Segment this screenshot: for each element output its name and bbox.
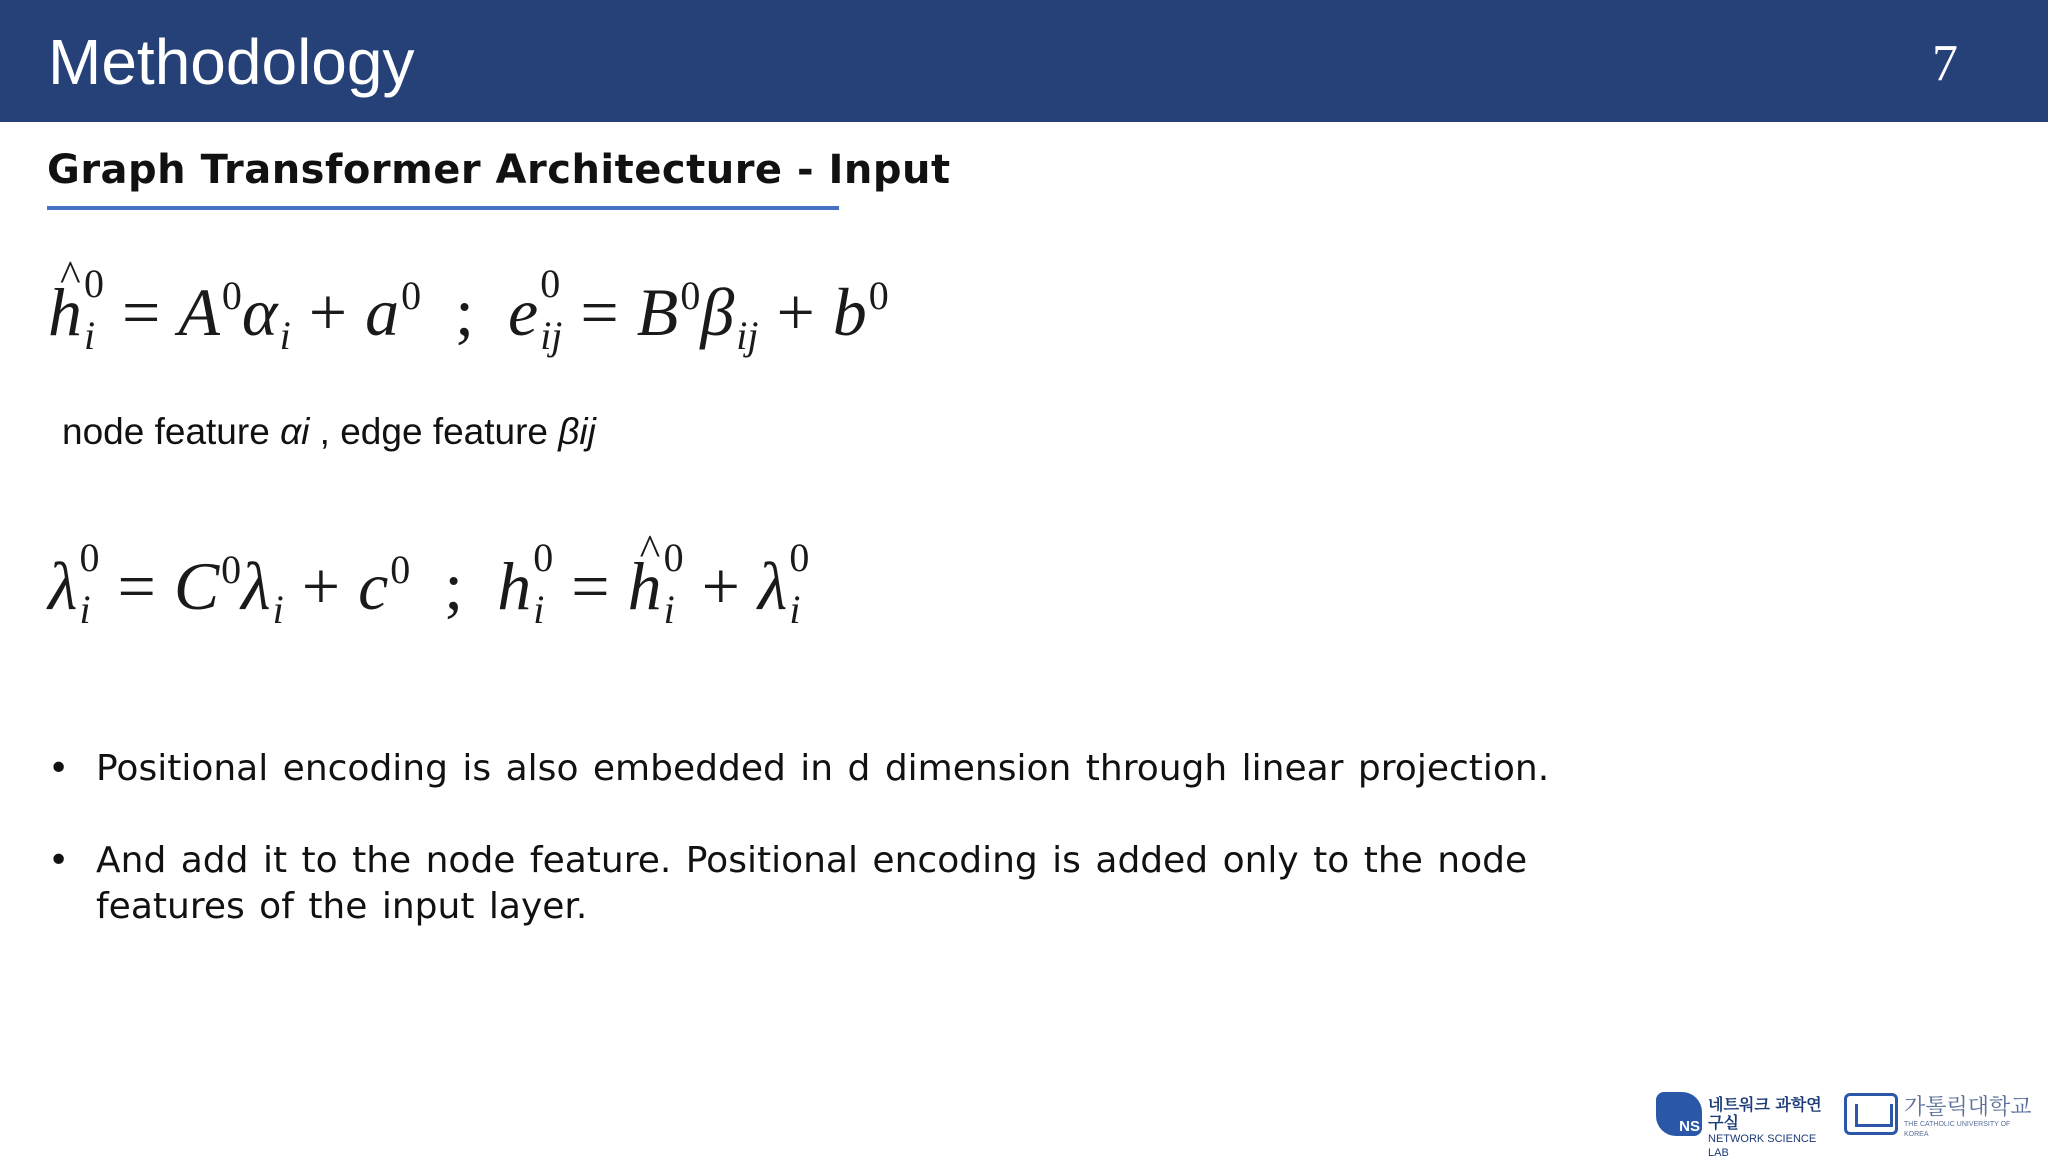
cuk-emblem-icon: [1844, 1093, 1898, 1135]
caption-prefix: node feature: [62, 411, 281, 452]
ns-logo-icon: NS: [1656, 1092, 1702, 1136]
feature-caption: [62, 410, 596, 454]
equation-node-edge-embedding: ^ h 0 i = $A^0\alpha_i + a^0$ ; e 0 ij = $B^0\beta_{ij} + b^0$: [48, 272, 889, 359]
caption-beta: βij: [558, 411, 596, 452]
cuk-korean-name: 가톨릭대학교: [1904, 1095, 2032, 1120]
bullet-text: And add it to the node feature. Positional encoding is added only to the node features of the input layer.: [96, 840, 1528, 927]
catholic-university-logo: [1844, 1090, 2034, 1140]
bullet-text: Positional encoding is also embedded in d dimension through linear projection.: [96, 748, 1550, 789]
subtitle-underline: [47, 206, 839, 210]
caption-alpha: αi: [280, 411, 310, 452]
bullet-list: [48, 746, 1688, 976]
bullet-icon: •: [48, 748, 70, 789]
list-item: [48, 838, 1688, 930]
ns-english-name: NETWORK SCIENCE LAB: [1708, 1133, 1817, 1159]
caption-middle: , edge feature: [309, 411, 559, 452]
slide-title: Methodology: [48, 26, 415, 98]
slide-header: [0, 0, 2048, 122]
equation-positional-encoding: λ 0 i = $C^0\lambda_i + c^0$ ; h 0 i =^ h 0 i + λ 0 i: [48, 546, 809, 633]
slide-number: 7: [1932, 35, 1958, 92]
section-subtitle: Graph Transformer Architecture - Input: [47, 147, 951, 193]
footer-logos: [1656, 1090, 2036, 1159]
list-item: [48, 746, 1688, 792]
cuk-english-name: THE CATHOLIC UNIVERSITY OF KOREA: [1904, 1121, 2011, 1138]
bullet-icon: •: [48, 840, 70, 881]
ns-korean-name: 네트워크 과학연구실: [1708, 1095, 1822, 1132]
network-science-lab-logo: [1656, 1090, 1836, 1159]
